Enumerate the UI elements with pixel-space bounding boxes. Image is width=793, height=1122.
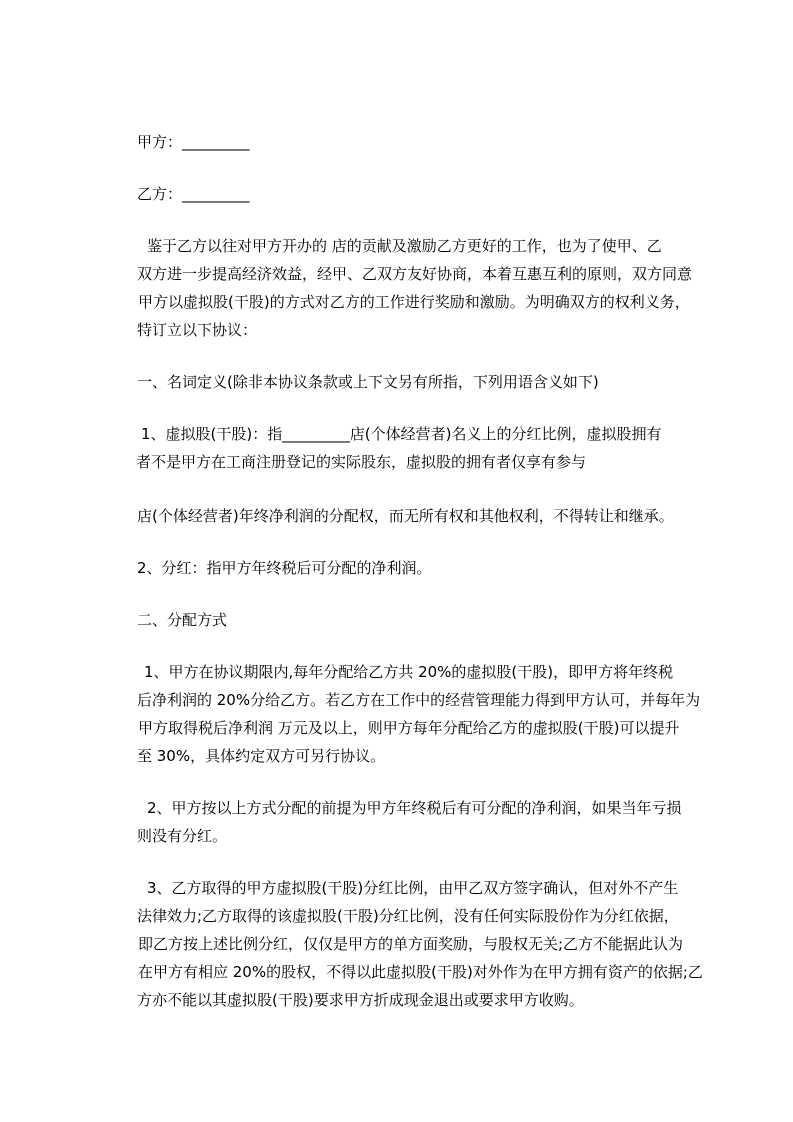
clause-3-line-1: 3、乙方取得的甲方虚拟股(干股)分红比例，由甲乙双方签字确认，但对外不产生 xyxy=(147,879,679,897)
intro-line-1: 鉴于乙方以往对甲方开办的 店的贡献及激励乙方更好的工作，也为了使甲、乙 xyxy=(147,237,662,255)
section-2-title: 二、分配方式 xyxy=(137,611,228,629)
party-b-line: 乙方：_________ xyxy=(137,185,250,203)
clause-3-line-2: 法律效力;乙方取得的该虚拟股(干股)分红比例，没有任何实际股份作为分红依据， xyxy=(137,907,679,925)
definition-1-line-1: 1、虚拟股(干股)：指_________店(个体经营者)名义上的分红比例，虚拟股拥有 xyxy=(141,425,662,443)
intro-line-4: 特订立以下协议： xyxy=(137,321,258,339)
clause-2-line-1: 2、甲方按以上方式分配的前提为甲方年终税后有可分配的净利润，如果当年亏损 xyxy=(147,799,682,817)
clause-1-line-3: 甲方取得税后净利润 万元及以上，则甲方每年分配给乙方的虚拟股(干股)可以提升 xyxy=(138,719,680,737)
clause-2-line-2: 则没有分红。 xyxy=(137,827,228,845)
party-a-line: 甲方：_________ xyxy=(137,133,250,151)
intro-line-2: 双方进一步提高经济效益，经甲、乙双方友好协商，本着互惠互利的原则，双方同意 xyxy=(137,265,693,283)
clause-1-line-1: 1、甲方在协议期限内,每年分配给乙方共 20%的虚拟股(干股)，即甲方将年终税 xyxy=(144,663,674,681)
definition-1-continued: 店(个体经营者)年终净利润的分配权，而无所有权和其他权利，不得转让和继承。 xyxy=(137,507,674,525)
clause-1-line-4: 至 30%，具体约定双方可另行协议。 xyxy=(137,747,386,765)
clause-1-line-2: 后净利润的 20%分给乙方。若乙方在工作中的经营管理能力得到甲方认可，并每年为 xyxy=(137,691,701,709)
clause-3-line-4: 在甲方有相应 20%的股权，不得以此虚拟股(干股)对外作为在甲方拥有资产的依据;乙 xyxy=(138,963,703,981)
clause-3-line-3: 即乙方按上述比例分红，仅仅是甲方的单方面奖励，与股权无关;乙方不能据此认为 xyxy=(138,935,684,953)
section-1-title: 一、名词定义(除非本协议条款或上下文另有所指，下列用语含义如下) xyxy=(137,373,599,391)
intro-line-3: 甲方以虚拟股(干股)的方式对乙方的工作进行奖励和激励。为明确双方的权利义务， xyxy=(138,293,690,311)
clause-3-line-5: 方亦不能以其虚拟股(干股)要求甲方折成现金退出或要求甲方收购。 xyxy=(137,991,584,1009)
definition-1-line-2: 者不是甲方在工商注册登记的实际股东，虚拟股的拥有者仅享有参与 xyxy=(136,453,587,471)
definition-2: 2、分红：指甲方年终税后可分配的净利润。 xyxy=(137,559,432,577)
